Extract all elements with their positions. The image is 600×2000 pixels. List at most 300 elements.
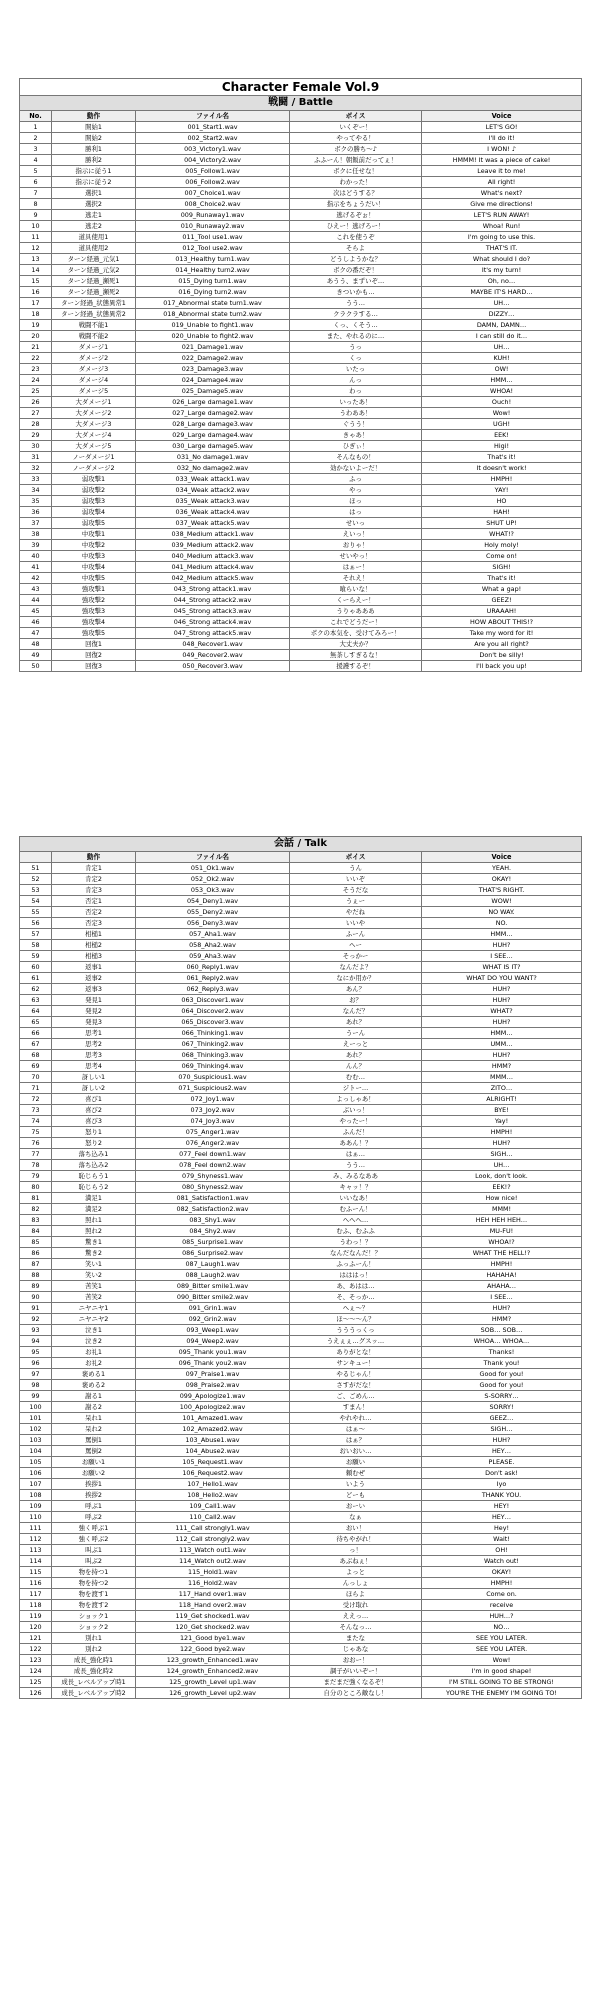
table-row (20, 1182, 582, 1193)
file-name-cell: 056_Deny3.wav (136, 918, 290, 929)
action-cell: 強攻撃3 (52, 606, 136, 617)
action-cell: 相槌1 (52, 929, 136, 940)
row-number: 58 (20, 940, 52, 951)
file-name-cell: 001_Start1.wav (136, 122, 290, 133)
voice-jp-cell: 援護するぞ！ (290, 661, 422, 672)
row-number: 81 (20, 1193, 52, 1204)
file-name-cell: 053_Ok3.wav (136, 885, 290, 896)
row-number: 117 (20, 1589, 52, 1600)
action-cell: ターン経過_瀕死1 (52, 276, 136, 287)
action-cell: 罵倒2 (52, 1446, 136, 1457)
voice-en-cell: NO. (422, 918, 582, 929)
voice-jp-cell: ボクの番だぞ！ (290, 265, 422, 276)
action-cell: 思考1 (52, 1028, 136, 1039)
table-row (20, 474, 582, 485)
voice-jp-cell: おいおい… (290, 1446, 422, 1457)
file-name-cell: 071_Suspicious2.wav (136, 1083, 290, 1094)
voice-jp-cell: さすがだな！ (290, 1380, 422, 1391)
voice-jp-cell: はぁー！ (290, 562, 422, 573)
row-number: 101 (20, 1413, 52, 1424)
row-number: 8 (20, 199, 52, 210)
row-number: 89 (20, 1281, 52, 1292)
voice-en-cell: It doesn't work! (422, 463, 582, 474)
voice-jp-cell: はははっ！ (290, 1270, 422, 1281)
action-cell: 謝る2 (52, 1402, 136, 1413)
voice-en-cell: HMM… (422, 929, 582, 940)
voice-jp-cell: へー (290, 940, 422, 951)
voice-jp-cell: えいっ！ (290, 529, 422, 540)
table-row (20, 1677, 582, 1688)
action-cell: 喜び2 (52, 1105, 136, 1116)
voice-en-cell: UMM… (422, 1039, 582, 1050)
table-row (20, 1424, 582, 1435)
table-row (20, 1457, 582, 1468)
voice-en-cell: I can still do it… (422, 331, 582, 342)
voice-jp-cell: なんだなんだ！？ (290, 1248, 422, 1259)
column-header-no: No. (20, 111, 52, 122)
file-name-cell: 037_Weak attack5.wav (136, 518, 290, 529)
voice-jp-cell: それえ！ (290, 573, 422, 584)
table-row (20, 1116, 582, 1127)
file-name-cell: 085_Surprise1.wav (136, 1237, 290, 1248)
table-row (20, 1589, 582, 1600)
table-row (20, 1468, 582, 1479)
voice-en-cell: SIGH… (422, 1149, 582, 1160)
voice-jp-cell: またな (290, 1633, 422, 1644)
table-row (20, 1446, 582, 1457)
table-row (20, 188, 582, 199)
file-name-cell: 029_Large damage4.wav (136, 430, 290, 441)
file-name-cell: 066_Thinking1.wav (136, 1028, 290, 1039)
action-cell: 選択2 (52, 199, 136, 210)
action-cell: 逃走1 (52, 210, 136, 221)
action-cell: 返事2 (52, 973, 136, 984)
table-row (20, 1292, 582, 1303)
voice-jp-cell: ご、ごめん… (290, 1391, 422, 1402)
voice-jp-cell: っ！ (290, 1545, 422, 1556)
file-name-cell: 035_Weak attack3.wav (136, 496, 290, 507)
file-name-cell: 020_Unable to fight2.wav (136, 331, 290, 342)
file-name-cell: 107_Hello1.wav (136, 1479, 290, 1490)
row-number: 121 (20, 1633, 52, 1644)
voice-en-cell: HMM… (422, 1028, 582, 1039)
action-cell: 発見3 (52, 1017, 136, 1028)
table-row (20, 386, 582, 397)
table-row (20, 441, 582, 452)
row-number: 88 (20, 1270, 52, 1281)
voice-jp-cell: むふ、むふふ (290, 1226, 422, 1237)
file-name-cell: 097_Praise1.wav (136, 1369, 290, 1380)
table-row (20, 1215, 582, 1226)
voice-en-cell: EEK! (422, 430, 582, 441)
file-name-cell: 040_Medium attack3.wav (136, 551, 290, 562)
action-cell: 道具使用2 (52, 243, 136, 254)
action-cell: ターン経過_状態異常1 (52, 298, 136, 309)
action-cell: 中攻撃2 (52, 540, 136, 551)
file-name-cell: 077_Feel down1.wav (136, 1149, 290, 1160)
action-cell: 逃走2 (52, 221, 136, 232)
row-number: 75 (20, 1127, 52, 1138)
voice-jp-cell: おい！ (290, 1523, 422, 1534)
action-cell: お礼1 (52, 1347, 136, 1358)
voice-en-cell: HOW ABOUT THIS!? (422, 617, 582, 628)
voice-jp-cell: ほらよ (290, 1589, 422, 1600)
row-number: 3 (20, 144, 52, 155)
voice-en-cell: What should I do? (422, 254, 582, 265)
row-number: 59 (20, 951, 52, 962)
table-row (20, 1061, 582, 1072)
voice-jp-cell: はぁ？ (290, 1435, 422, 1446)
table-row (20, 918, 582, 929)
voice-jp-cell: むふーん！ (290, 1204, 422, 1215)
table-row (20, 1127, 582, 1138)
action-cell: ニヤニヤ2 (52, 1314, 136, 1325)
voice-en-cell: GEEZ! (422, 595, 582, 606)
voice-jp-cell: んっしょ (290, 1578, 422, 1589)
row-number: 7 (20, 188, 52, 199)
voice-jp-cell: うりゃあああ (290, 606, 422, 617)
file-name-cell: 087_Laugh1.wav (136, 1259, 290, 1270)
table-row (20, 1523, 582, 1534)
voice-en-cell: OKAY! (422, 1567, 582, 1578)
file-name-cell: 108_Hello2.wav (136, 1490, 290, 1501)
file-name-cell: 036_Weak attack4.wav (136, 507, 290, 518)
table-row (20, 419, 582, 430)
voice-en-cell: HAHAHA! (422, 1270, 582, 1281)
table-row (20, 606, 582, 617)
row-number: 95 (20, 1347, 52, 1358)
voice-en-cell: That's it! (422, 452, 582, 463)
file-name-cell: 046_Strong attack4.wav (136, 617, 290, 628)
voice-en-cell: HUH? (422, 995, 582, 1006)
table-row (20, 210, 582, 221)
voice-en-cell: WHAT DO YOU WANT? (422, 973, 582, 984)
voice-en-cell: SORRY! (422, 1402, 582, 1413)
row-number: 23 (20, 364, 52, 375)
table-row (20, 1149, 582, 1160)
voice-en-cell: YEAH. (422, 863, 582, 874)
file-name-cell: 043_Strong attack1.wav (136, 584, 290, 595)
row-number: 108 (20, 1490, 52, 1501)
action-cell: 相槌2 (52, 940, 136, 951)
table-row (20, 1512, 582, 1523)
voice-jp-cell: いったあ！ (290, 397, 422, 408)
action-cell: 恥じらう1 (52, 1171, 136, 1182)
row-number: 103 (20, 1435, 52, 1446)
table-row (20, 1369, 582, 1380)
row-number: 45 (20, 606, 52, 617)
row-number: 4 (20, 155, 52, 166)
table-row (20, 276, 582, 287)
voice-en-cell: GEEZ… (422, 1413, 582, 1424)
table-row (20, 929, 582, 940)
file-name-cell: 049_Recover2.wav (136, 650, 290, 661)
action-cell: 道具使用1 (52, 232, 136, 243)
voice-jp-cell: あれ？ (290, 1050, 422, 1061)
voice-en-cell: HEY… (422, 1512, 582, 1523)
voice-jp-cell: どうしようかな？ (290, 254, 422, 265)
voice-en-cell: MU-FU! (422, 1226, 582, 1237)
table-row (20, 617, 582, 628)
table-row (20, 1325, 582, 1336)
file-name-cell: 055_Deny2.wav (136, 907, 290, 918)
row-number: 65 (20, 1017, 52, 1028)
row-number: 92 (20, 1314, 52, 1325)
voice-en-cell: HUH? (422, 984, 582, 995)
table-row (20, 254, 582, 265)
voice-jp-cell: そっかー (290, 951, 422, 962)
voice-jp-cell: わかった！ (290, 177, 422, 188)
file-name-cell: 104_Abuse2.wav (136, 1446, 290, 1457)
voice-jp-cell: うう… (290, 298, 422, 309)
action-cell: 落ち込み2 (52, 1160, 136, 1171)
voice-jp-cell: み、みるなああ (290, 1171, 422, 1182)
table-row (20, 122, 582, 133)
voice-jp-cell: ほ～～～ん？ (290, 1314, 422, 1325)
voice-jp-cell: ふっふーん！ (290, 1259, 422, 1270)
voice-jp-cell: どーも (290, 1490, 422, 1501)
file-name-cell: 008_Choice2.wav (136, 199, 290, 210)
voice-jp-cell: ええっ… (290, 1611, 422, 1622)
file-name-cell: 109_Call1.wav (136, 1501, 290, 1512)
file-name-cell: 092_Grin2.wav (136, 1314, 290, 1325)
file-name-cell: 059_Aha3.wav (136, 951, 290, 962)
file-name-cell: 007_Choice1.wav (136, 188, 290, 199)
row-number: 64 (20, 1006, 52, 1017)
voice-jp-cell: ほっ (290, 496, 422, 507)
row-number: 50 (20, 661, 52, 672)
voice-en-cell: WHAT? (422, 1006, 582, 1017)
voice-jp-cell: えーっと (290, 1039, 422, 1050)
voice-en-cell: HMPH! (422, 474, 582, 485)
action-cell: 恥じらう2 (52, 1182, 136, 1193)
table-row (20, 221, 582, 232)
voice-en-cell: Ouch! (422, 397, 582, 408)
voice-jp-cell: なにか用か？ (290, 973, 422, 984)
file-name-cell: 099_Apologize1.wav (136, 1391, 290, 1402)
file-name-cell: 026_Large damage1.wav (136, 397, 290, 408)
voice-en-cell: HUH? (422, 1303, 582, 1314)
table-row (20, 1248, 582, 1259)
action-cell: 別れ2 (52, 1644, 136, 1655)
voice-en-cell: Wow! (422, 1655, 582, 1666)
table-row (20, 628, 582, 639)
table-row (20, 1611, 582, 1622)
row-number: 6 (20, 177, 52, 188)
voice-en-cell: THAT'S RIGHT. (422, 885, 582, 896)
row-number: 125 (20, 1677, 52, 1688)
file-name-cell: 093_Weep1.wav (136, 1325, 290, 1336)
voice-en-cell: I'll do it! (422, 133, 582, 144)
action-cell: 肯定1 (52, 863, 136, 874)
voice-en-cell: What's next? (422, 188, 582, 199)
file-name-cell: 125_growth_Level up1.wav (136, 1677, 290, 1688)
table-row (20, 584, 582, 595)
voice-jp-cell: ありがとな！ (290, 1347, 422, 1358)
file-name-cell: 072_Joy1.wav (136, 1094, 290, 1105)
voice-en-cell: Iyo (422, 1479, 582, 1490)
table-row (20, 1655, 582, 1666)
action-cell: ターン経過_瀕死2 (52, 287, 136, 298)
row-number: 82 (20, 1204, 52, 1215)
action-cell: 指示に従う1 (52, 166, 136, 177)
voice-jp-cell: 受け取れ (290, 1600, 422, 1611)
voice-jp-cell: うわっ！？ (290, 1237, 422, 1248)
talk-table-body (20, 863, 582, 1699)
action-cell: 強攻撃4 (52, 617, 136, 628)
action-cell: 発見1 (52, 995, 136, 1006)
row-number: 11 (20, 232, 52, 243)
file-name-cell: 090_Bitter smile2.wav (136, 1292, 290, 1303)
file-name-cell: 022_Damage2.wav (136, 353, 290, 364)
voice-jp-cell: うううっくっ (290, 1325, 422, 1336)
file-name-cell: 076_Anger2.wav (136, 1138, 290, 1149)
action-cell: お礼2 (52, 1358, 136, 1369)
file-name-cell: 018_Abnormal state turn2.wav (136, 309, 290, 320)
voice-jp-cell: やっ (290, 485, 422, 496)
row-number: 12 (20, 243, 52, 254)
table-row (20, 1138, 582, 1149)
row-number: 118 (20, 1600, 52, 1611)
table-row (20, 1314, 582, 1325)
voice-jp-cell: んっ (290, 375, 422, 386)
action-cell: 成長_強化時2 (52, 1666, 136, 1677)
voice-jp-cell: はぁ… (290, 1149, 422, 1160)
file-name-cell: 102_Amazed2.wav (136, 1424, 290, 1435)
table-row (20, 507, 582, 518)
file-name-cell: 100_Apologize2.wav (136, 1402, 290, 1413)
action-cell: 驚き1 (52, 1237, 136, 1248)
row-number: 19 (20, 320, 52, 331)
file-name-cell: 039_Medium attack2.wav (136, 540, 290, 551)
column-header-voice-jp: ボイス (290, 111, 422, 122)
action-cell: 満足1 (52, 1193, 136, 1204)
voice-jp-cell: なぁ (290, 1512, 422, 1523)
row-number: 36 (20, 507, 52, 518)
row-number: 21 (20, 342, 52, 353)
voice-en-cell: HAH! (422, 507, 582, 518)
row-number: 99 (20, 1391, 52, 1402)
row-number: 40 (20, 551, 52, 562)
voice-jp-cell: ボクの勝ち～♪ (290, 144, 422, 155)
table-row (20, 1171, 582, 1182)
table-row (20, 540, 582, 551)
voice-jp-cell: いいや (290, 918, 422, 929)
file-name-cell: 115_Hold1.wav (136, 1567, 290, 1578)
voice-en-cell: YAY! (422, 485, 582, 496)
row-number: 26 (20, 397, 52, 408)
voice-jp-cell: 頼むぜ (290, 1468, 422, 1479)
action-cell: 返事3 (52, 984, 136, 995)
voice-en-cell: Good for you! (422, 1369, 582, 1380)
row-number: 43 (20, 584, 52, 595)
row-number: 87 (20, 1259, 52, 1270)
action-cell: 笑い1 (52, 1259, 136, 1270)
file-name-cell: 031_No damage1.wav (136, 452, 290, 463)
file-name-cell: 064_Discover2.wav (136, 1006, 290, 1017)
action-cell: ニヤニヤ1 (52, 1303, 136, 1314)
row-number: 74 (20, 1116, 52, 1127)
battle-section-title: 戦闘 / Battle (20, 96, 582, 111)
voice-jp-cell: キャッ！？ (290, 1182, 422, 1193)
table-row (20, 1193, 582, 1204)
action-cell: ダメージ3 (52, 364, 136, 375)
row-number: 48 (20, 639, 52, 650)
action-cell: 呼ぶ1 (52, 1501, 136, 1512)
action-cell: 強く呼ぶ2 (52, 1534, 136, 1545)
action-cell: 大ダメージ2 (52, 408, 136, 419)
table-row (20, 199, 582, 210)
voice-en-cell: HEY… (422, 1446, 582, 1457)
action-cell: 指示に従う2 (52, 177, 136, 188)
voice-en-cell: It's my turn! (422, 265, 582, 276)
voice-jp-cell: うぇー (290, 896, 422, 907)
row-number: 86 (20, 1248, 52, 1259)
table-row (20, 243, 582, 254)
action-cell: 中攻撃5 (52, 573, 136, 584)
row-number: 28 (20, 419, 52, 430)
action-cell: 挨拶1 (52, 1479, 136, 1490)
action-cell: 肯定3 (52, 885, 136, 896)
voice-en-cell: SHUT UP! (422, 518, 582, 529)
voice-jp-cell: あうう、まずいぞ… (290, 276, 422, 287)
voice-en-cell: KUH! (422, 353, 582, 364)
row-number: 98 (20, 1380, 52, 1391)
voice-en-cell: Wow! (422, 408, 582, 419)
action-cell: ダメージ5 (52, 386, 136, 397)
row-number: 93 (20, 1325, 52, 1336)
voice-jp-cell: よっしゃあ！ (290, 1094, 422, 1105)
action-cell: 開始2 (52, 133, 136, 144)
file-name-cell: 106_Request2.wav (136, 1468, 290, 1479)
action-cell: 強攻撃2 (52, 595, 136, 606)
table-row (20, 907, 582, 918)
row-number: 124 (20, 1666, 52, 1677)
file-name-cell: 116_Hold2.wav (136, 1578, 290, 1589)
file-name-cell: 021_Damage1.wav (136, 342, 290, 353)
voice-jp-cell: ひぎぃ！ (290, 441, 422, 452)
row-number: 44 (20, 595, 52, 606)
table-row (20, 342, 582, 353)
file-name-cell: 033_Weak attack1.wav (136, 474, 290, 485)
voice-en-cell: ALRIGHT! (422, 1094, 582, 1105)
voice-en-cell: Take my word for it! (422, 628, 582, 639)
row-number: 116 (20, 1578, 52, 1589)
file-name-cell: 060_Reply1.wav (136, 962, 290, 973)
file-name-cell: 084_Shy2.wav (136, 1226, 290, 1237)
action-cell: 怒り2 (52, 1138, 136, 1149)
voice-jp-cell: 無茶しすぎるな！ (290, 650, 422, 661)
file-name-cell: 118_Hand over2.wav (136, 1600, 290, 1611)
file-name-cell: 057_Aha1.wav (136, 929, 290, 940)
voice-jp-cell: ふんだ！ (290, 1127, 422, 1138)
voice-en-cell: HUH? (422, 1435, 582, 1446)
file-name-cell: 065_Discover3.wav (136, 1017, 290, 1028)
voice-en-cell: MMM… (422, 1072, 582, 1083)
file-name-cell: 080_Shyness2.wav (136, 1182, 290, 1193)
voice-jp-cell: ボクに任せな！ (290, 166, 422, 177)
table-row (20, 463, 582, 474)
row-number: 110 (20, 1512, 52, 1523)
table-row (20, 287, 582, 298)
table-row (20, 1391, 582, 1402)
action-cell: 思考3 (52, 1050, 136, 1061)
voice-en-cell: Good for you! (422, 1380, 582, 1391)
table-row (20, 1270, 582, 1281)
row-number: 94 (20, 1336, 52, 1347)
action-cell: 成長_レベルアップ時1 (52, 1677, 136, 1688)
row-number: 71 (20, 1083, 52, 1094)
